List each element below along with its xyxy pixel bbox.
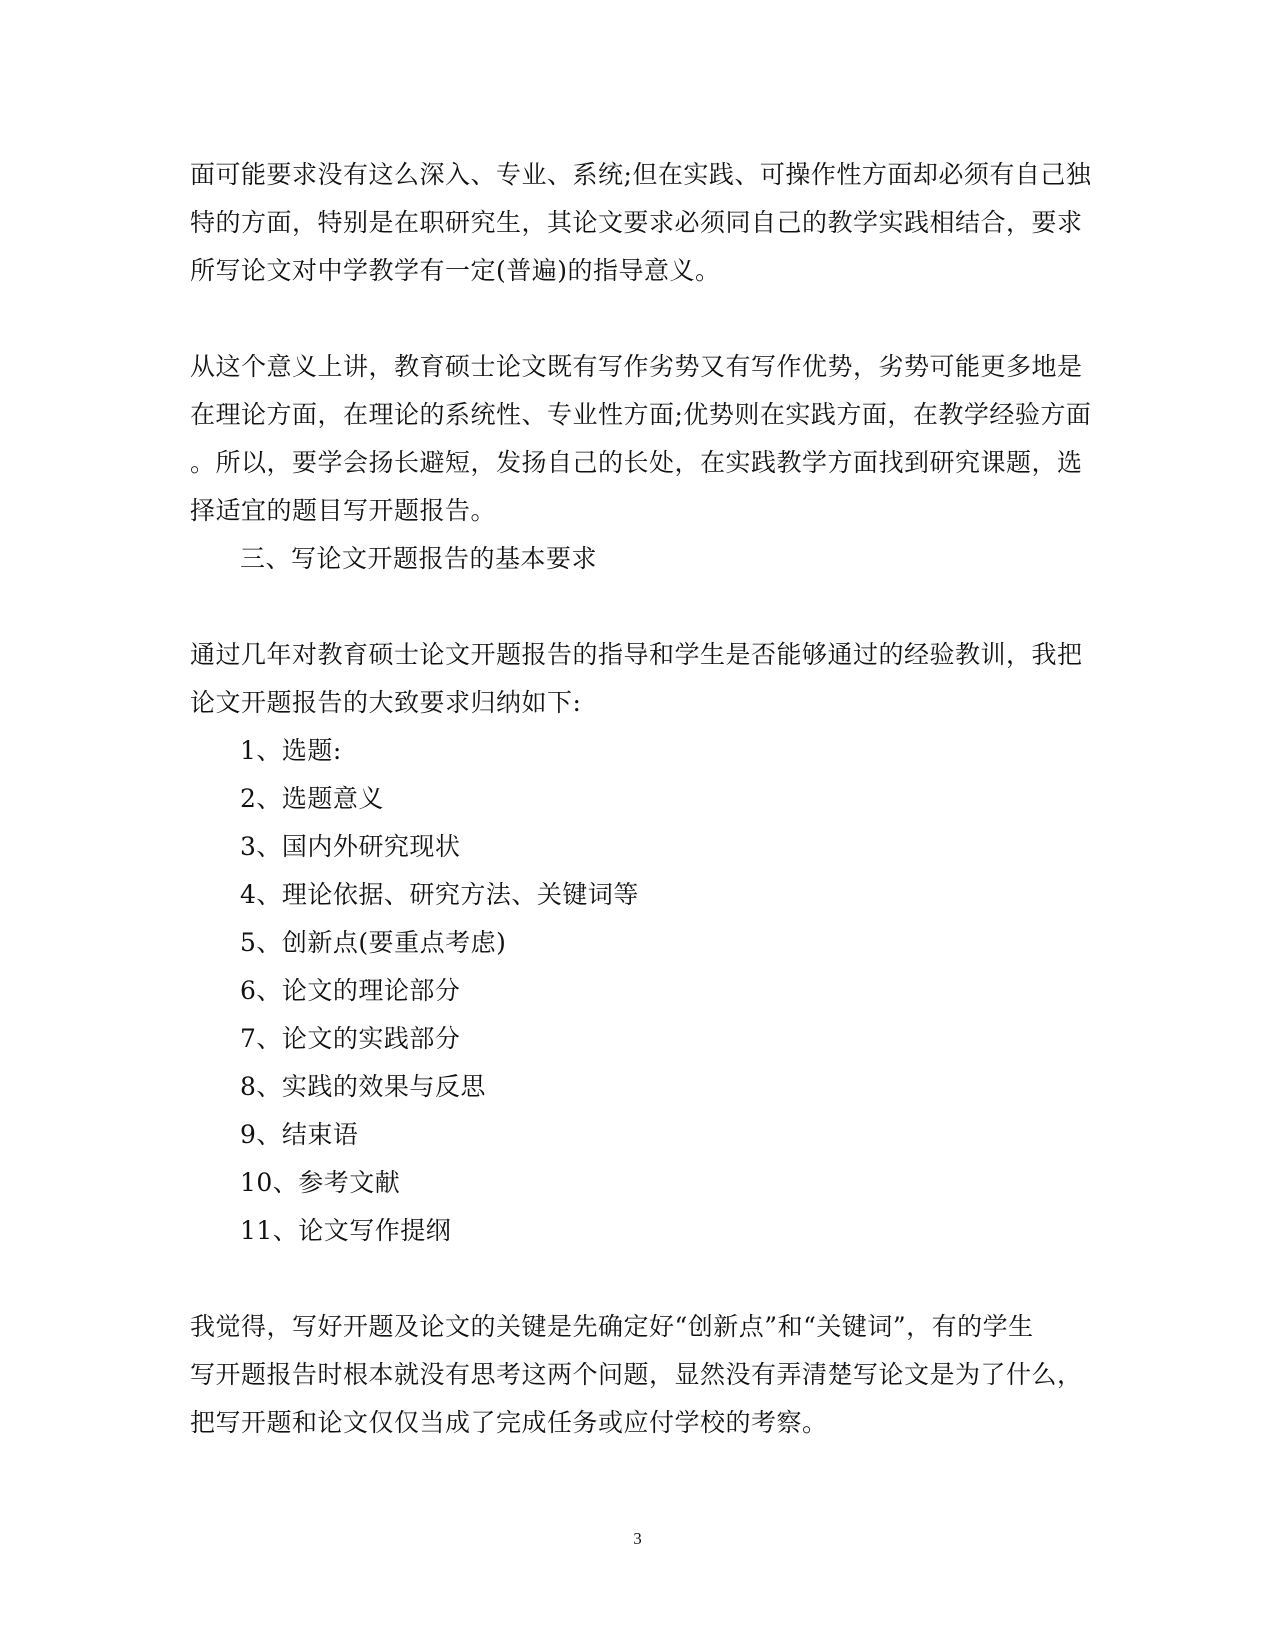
list-item: 9、结束语 — [240, 1120, 359, 1149]
page-number: 3 — [633, 1529, 642, 1548]
paragraph-line: 在理论方面，在理论的系统性、专业性方面;优势则在实践方面，在教学经验方面 — [190, 400, 1092, 429]
paragraph-line: 择适宜的题目写开题报告。 — [190, 496, 497, 525]
paragraph-line: 从这个意义上讲，教育硕士论文既有写作劣势又有写作优势，劣势可能更多地是 — [190, 352, 1083, 381]
list-item: 4、理论依据、研究方法、关键词等 — [240, 880, 639, 909]
list-item: 6、论文的理论部分 — [240, 976, 461, 1005]
paragraph-line: 我觉得，写好开题及论文的关键是先确定好“创新点”和“关键词”，有的学生 — [190, 1312, 1034, 1341]
list-item: 2、选题意义 — [240, 784, 384, 813]
paragraph-line: 通过几年对教育硕士论文开题报告的指导和学生是否能够通过的经验教训，我把 — [190, 640, 1083, 669]
list-item: 3、国内外研究现状 — [240, 832, 461, 861]
paragraph-line: 。所以，要学会扬长避短，发扬自己的长处，在实践教学方面找到研究课题，选 — [190, 448, 1083, 477]
section-heading: 三、写论文开题报告的基本要求 — [240, 544, 598, 573]
list-item: 11、论文写作提纲 — [240, 1216, 452, 1245]
paragraph-line: 所写论文对中学教学有一定(普遍)的指导意义。 — [190, 256, 721, 285]
paragraph-line: 写开题报告时根本就没有思考这两个问题，显然没有弄清楚写论文是为了什么， — [190, 1360, 1083, 1389]
paragraph-line: 面可能要求没有这么深入、专业、系统;但在实践、可操作性方面却必须有自己独 — [190, 160, 1092, 189]
list-item: 5、创新点(要重点考虑) — [240, 928, 507, 957]
list-item: 8、实践的效果与反思 — [240, 1072, 486, 1101]
paragraph-line: 把写开题和论文仅仅当成了完成任务或应付学校的考察。 — [190, 1408, 828, 1437]
paragraph-line: 特的方面，特别是在职研究生，其论文要求必须同自己的教学实践相结合，要求 — [190, 208, 1083, 237]
list-item: 10、参考文献 — [240, 1168, 401, 1197]
list-item: 7、论文的实践部分 — [240, 1024, 461, 1053]
paragraph-line: 论文开题报告的大致要求归纳如下: — [190, 688, 582, 717]
list-item: 1、选题: — [240, 736, 342, 765]
